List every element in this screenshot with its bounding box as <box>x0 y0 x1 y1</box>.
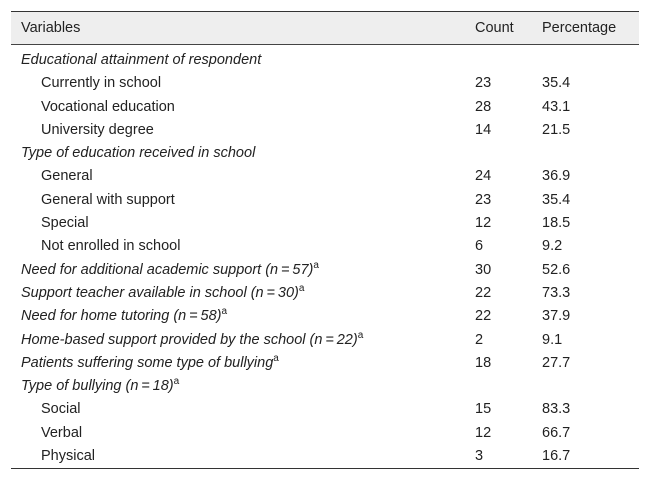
row-section-label <box>21 329 363 352</box>
row-percentage: 83.3 <box>542 401 571 418</box>
row-count: 6 <box>475 238 484 255</box>
row-label-text: Support teacher available in school (n = 30) <box>21 284 299 301</box>
table-row <box>11 235 639 258</box>
table-row <box>11 305 639 328</box>
row-percentage: 27.7 <box>542 354 571 371</box>
table-row <box>11 96 639 119</box>
row-label-text: Type of bullying (n = 18) <box>21 378 174 395</box>
row-count: 14 <box>475 121 492 138</box>
row-percentage: 18.5 <box>542 215 571 232</box>
row-label-text: Home-based support provided by the school (n = 22) <box>21 331 358 348</box>
row-percentage: 35.4 <box>542 191 571 208</box>
row-item-label <box>41 445 95 468</box>
row-label-text: Patients suffering some type of bullying <box>21 354 274 371</box>
footnote-marker: a <box>221 306 228 318</box>
table-row <box>11 189 639 212</box>
row-count: 18 <box>475 354 492 371</box>
row-count: 30 <box>475 261 492 278</box>
row-count: 12 <box>475 215 492 232</box>
table-row <box>11 49 639 72</box>
table-row <box>11 165 639 188</box>
row-label-text: Need for home tutoring (n = 58) <box>21 308 222 325</box>
header-percentage: Percentage <box>542 20 617 36</box>
row-label-text: Type of education received in school <box>21 145 256 162</box>
row-count: 22 <box>475 284 492 301</box>
row-label-text: Vocational education <box>41 98 175 115</box>
table-header <box>11 12 639 45</box>
footnote-marker: a <box>313 259 319 271</box>
row-section-label <box>21 282 304 305</box>
row-section-label <box>21 259 319 282</box>
row-label-text: Verbal <box>41 424 83 441</box>
row-label-text: Physical <box>41 448 95 465</box>
row-count: 23 <box>475 75 492 92</box>
row-item-label <box>41 165 93 188</box>
row-count: 2 <box>475 331 484 348</box>
row-label-text: Currently in school <box>41 75 162 92</box>
row-label-text: General with support <box>41 191 175 208</box>
row-section-label <box>21 305 227 328</box>
row-percentage: 9.2 <box>542 238 563 255</box>
row-item-label <box>41 119 154 142</box>
row-percentage: 21.5 <box>542 121 571 138</box>
table-row <box>11 119 639 142</box>
row-item-label <box>41 398 81 421</box>
row-count: 28 <box>475 98 492 115</box>
row-count: 15 <box>475 401 492 418</box>
row-label-text: Special <box>41 215 89 232</box>
row-label-text: Social <box>41 401 81 418</box>
table-row <box>11 282 639 305</box>
row-label-text: Not enrolled in school <box>41 238 181 255</box>
row-percentage: 36.9 <box>542 168 571 185</box>
row-item-label <box>41 189 175 212</box>
table-row <box>11 329 639 352</box>
row-percentage: 43.1 <box>542 98 571 115</box>
row-count: 3 <box>475 448 484 465</box>
row-label-text: University degree <box>41 121 154 138</box>
row-item-label <box>41 212 89 235</box>
row-item-label <box>41 96 175 119</box>
row-item-label <box>41 235 180 258</box>
footnote-marker: a <box>357 329 364 341</box>
table-row <box>11 259 639 282</box>
table-row <box>11 375 639 398</box>
row-label-text: General <box>41 168 93 185</box>
row-percentage: 35.4 <box>542 75 571 92</box>
table-row <box>11 422 639 445</box>
footnote-marker: a <box>298 283 305 295</box>
table-row <box>11 212 639 235</box>
header-variables: Variables <box>21 20 81 36</box>
row-count: 22 <box>475 308 492 325</box>
row-percentage: 9.1 <box>542 331 563 348</box>
footnote-marker: a <box>173 376 180 388</box>
row-item-label <box>41 72 161 95</box>
row-percentage: 37.9 <box>542 308 571 325</box>
row-count: 12 <box>475 424 492 441</box>
row-item-label <box>41 422 82 445</box>
row-count: 24 <box>475 168 492 185</box>
footnote-marker: a <box>273 353 279 365</box>
row-label-text: Educational attainment of respondent <box>21 52 262 68</box>
table-row <box>11 352 639 375</box>
table-row <box>11 445 639 468</box>
row-section-label <box>21 142 255 165</box>
table-row <box>11 72 639 95</box>
row-section-label <box>21 352 279 375</box>
data-table <box>11 11 639 469</box>
row-label-text: Need for additional academic support (n = 57) <box>21 261 314 278</box>
table-row <box>11 398 639 421</box>
row-percentage: 66.7 <box>542 424 571 441</box>
row-section-label <box>21 49 261 72</box>
row-percentage: 73.3 <box>542 284 571 301</box>
row-percentage: 52.6 <box>542 261 571 278</box>
row-percentage: 16.7 <box>542 448 571 465</box>
table-row <box>11 142 639 165</box>
row-count: 23 <box>475 191 492 208</box>
header-count: Count <box>475 20 514 36</box>
table-body <box>11 49 639 468</box>
row-section-label <box>21 375 179 398</box>
